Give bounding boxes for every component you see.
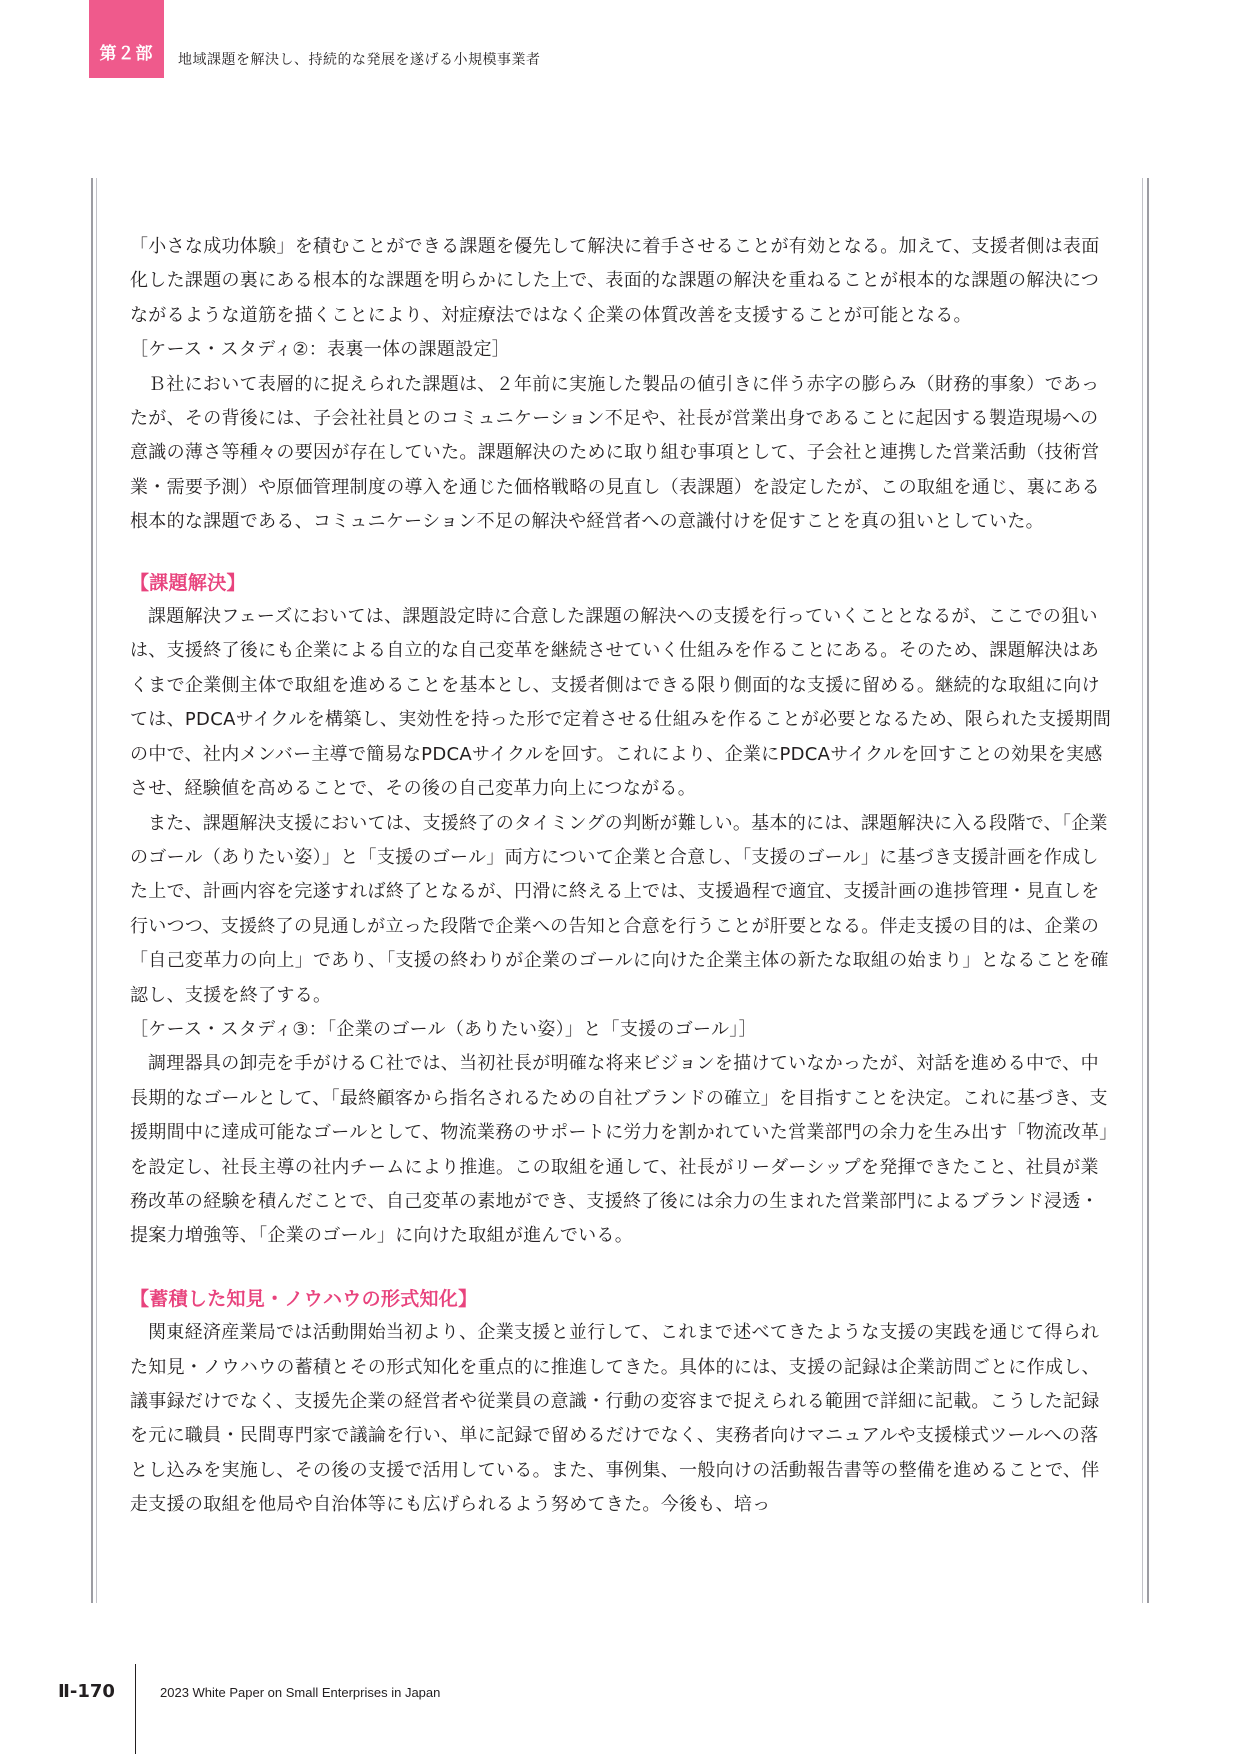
section-heading: 【蓄積した知見・ノウハウの形式知化】: [130, 1287, 478, 1310]
right-border-line: [1147, 178, 1149, 1603]
publication-title: 2023 White Paper on Small Enterprises in Japan: [160, 1685, 441, 1700]
left-border-line: [91, 178, 93, 1603]
part-label: 第２部: [99, 44, 154, 64]
paragraph: 「小さな成功体験」を積むことができる課題を優先して解決に着手させることが有効となる。加えて、支援者側は表面化した課題の裏にある根本的な課題を明らかにした上で、表面的な課題の解決を重ねることが根本的な課題の解決につながるような道筋を描くことにより、対症療法ではなく企業の体質改善を支援することが可能となる。: [130, 236, 1100, 326]
paragraph: また、課題解決支援においては、支援終了のタイミングの判断が難しい。基本的には、課題解決に入る段階で、「企業のゴール（ありたい姿）」と「支援のゴール」両方について企業と合意し、「支援のゴール」に基づき支援計画を作成した上で、計画内容を完遂すれば終了となるが、円滑に終える上では、支援過程で適宜、支援計画の進捗管理・見直しを行いつつ、支援終了の見通しが立った段階で企業への告知と合意を行うことが肝要となる。伴走支援の目的は、企業の「自己変革力の向上」であり、「支援の終わりが企業のゴールに向けた企業主体の新たな取組の始まり」となることを確認し、支援を終了する。: [130, 812, 1109, 1006]
running-header-title: 地域課題を解決し、持続的な発展を遂げる小規模事業者: [178, 52, 541, 68]
paragraph: 課題解決フェーズにおいては、課題設定時に合意した課題の解決への支援を行っていくこととなるが、ここでの狙いは、支援終了後にも企業による自立的な自己変革を継続させていく仕組みを作ることにある。そのため、課題解決はあくまで企業側主体で取組を進めることを基本とし、支援者側はできる限り側面的な支援に留める。継続的な取組に向けては、PDCAサイクルを構築し、実効性を持った形で定着させる仕組みを作ることが必要となるため、限られた支援期間の中で、社内メンバー主導で簡易なPDCAサイクルを回す。これにより、企業にPDCAサイクルを回すことの効果を実感させ、経験値を高めることで、その後の自己変革力向上につながる。: [130, 606, 1112, 800]
paragraph: 関東経済産業局では活動開始当初より、企業支援と並行して、これまで述べてきたような支援の実践を通じて得られた知見・ノウハウの蓄積とその形式知化を重点的に推進してきた。具体的には、支援の記録は企業訪問ごとに作成し、議事録だけでなく、支援先企業の経営者や従業員の意識・行動の変容まで捉えられる範囲で詳細に記載。こうした記録を元に職員・民間専門家で議論を行い、単に記録で留めるだけでなく、実務者向けマニュアルや支援様式ツールへの落とし込みを実施し、その後の支援で活用している。また、事例集、一般向けの活動報告書等の整備を進めることで、伴走支援の取組を他局や自治体等にも広げられるよう努めてきた。今後も、培っ: [130, 1322, 1100, 1516]
body-text: [130, 230, 1112, 1523]
left-border-inner-line: [96, 178, 97, 1603]
part-tab: [89, 0, 164, 78]
right-border-inner-line: [1142, 178, 1143, 1603]
case-study-heading: ［ケース・スタディ③：「企業のゴール（ありたい姿）」と「支援のゴール」］: [130, 1018, 757, 1040]
footer-divider: [135, 1664, 136, 1754]
paragraph: 調理器具の卸売を手がけるＣ社では、当初社長が明確な将来ビジョンを描けていなかったが、対話を進める中で、中長期的なゴールとして、「最終顧客から指名されるための自社ブランドの確立」を目指すことを決定。これに基づき、支援期間中に達成可能なゴールとして、物流業務のサポートに労力を割かれていた営業部門の余力を生み出す「物流改革」を設定し、社長主導の社内チームにより推進。この取組を通して、社長がリーダーシップを発揮できたこと、社員が業務改革の経験を積んだことで、自己変革の素地ができ、支援終了後には余力の生まれた営業部門によるブランド浸透・提案力増強等、「企業のゴール」に向けた取組が進んでいる。: [130, 1053, 1109, 1247]
page-number: Ⅱ-170: [58, 1681, 115, 1702]
paragraph: Ｂ社において表層的に捉えられた課題は、２年前に実施した製品の値引きに伴う赤字の膨らみ（財務的事象）であったが、その背後には、子会社社員とのコミュニケーション不足や、社長が営業出身であることに起因する製造現場への意識の薄さ等種々の要因が存在していた。課題解決のために取り組む事項として、子会社と連携した営業活動（技術営業・需要予測）や原価管理制度の導入を通じた価格戦略の見直し（表課題）を設定したが、この取組を通じ、裏にある根本的な課題である、コミュニケーション不足の解決や経営者への意識付けを促すことを真の狙いとしていた。: [130, 373, 1100, 533]
section-heading: 【課題解決】: [130, 571, 246, 594]
case-study-heading: ［ケース・スタディ②：表裏一体の課題設定］: [130, 339, 511, 361]
